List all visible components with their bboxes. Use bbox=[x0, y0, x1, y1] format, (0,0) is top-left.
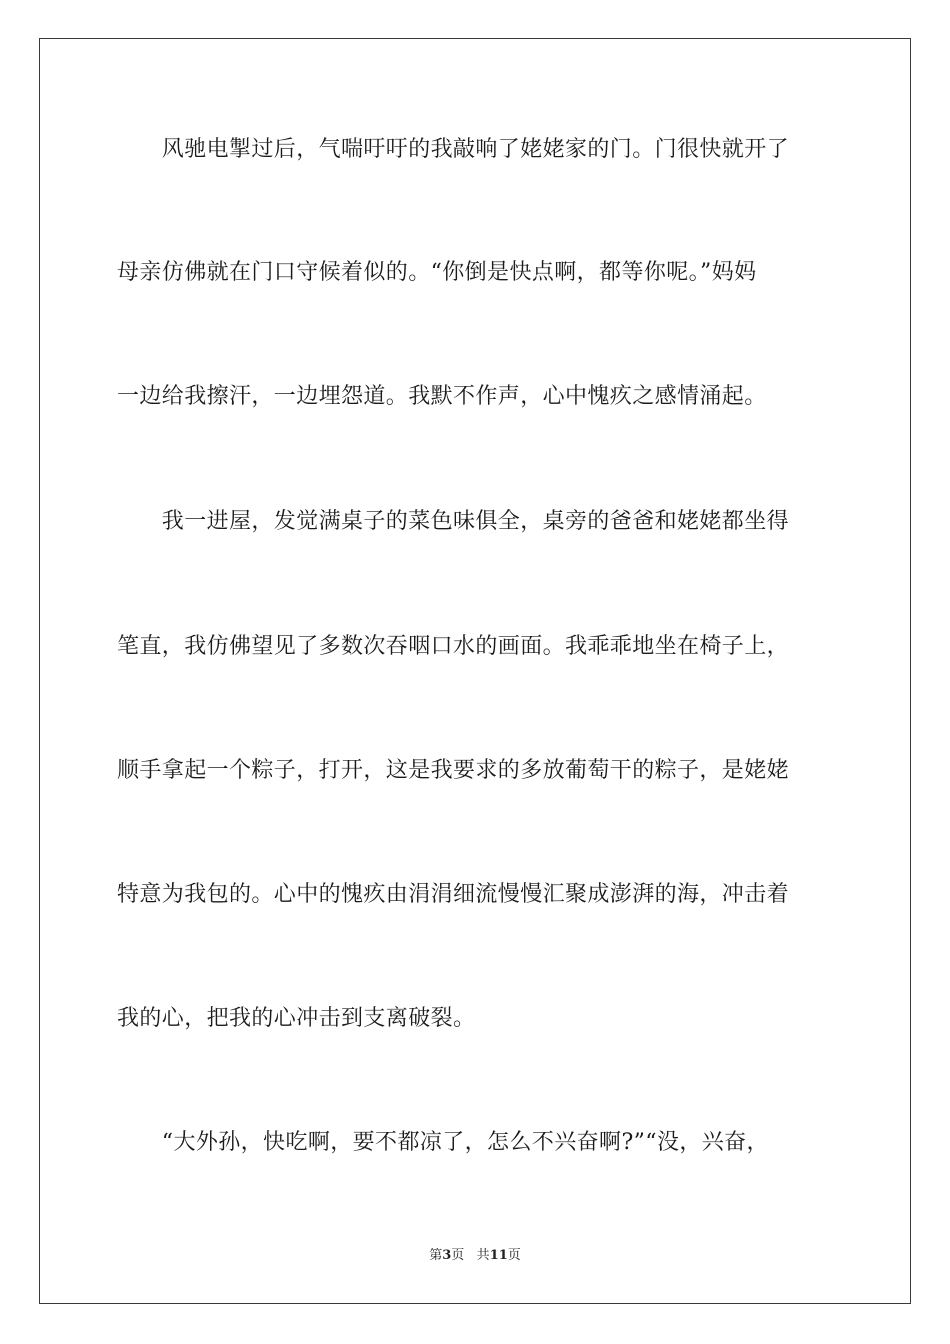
page-prefix: 第 bbox=[429, 1248, 443, 1263]
text-line: “大外孙，快吃啊，要不都凉了，怎么不兴奋啊?”“没，兴奋， bbox=[117, 1130, 769, 1155]
total-prefix: 共 bbox=[476, 1248, 490, 1263]
text-line: 母亲仿佛就在门口守候着似的。“你倒是快点啊，都等你呢。”妈妈 bbox=[117, 260, 757, 285]
page-footer bbox=[0, 1247, 950, 1265]
text-line: 我的心，把我的心冲击到支离破裂。 bbox=[117, 1006, 476, 1031]
text-line: 一边给我擦汗，一边埋怨道。我默不作声，心中愧疚之感情涌起。 bbox=[117, 384, 767, 409]
page-suffix: 页 bbox=[451, 1248, 465, 1263]
page-border bbox=[39, 38, 911, 1304]
text-line: 特意为我包的。心中的愧疚由涓涓细流慢慢汇聚成澎湃的海，冲击着 bbox=[117, 882, 790, 907]
text-line: 风驰电掣过后，气喘吁吁的我敲响了姥姥家的门。门很快就开了 bbox=[117, 137, 790, 162]
page-number: 3 bbox=[442, 1248, 452, 1263]
text-line: 我一进屋，发觉满桌子的菜色味俱全，桌旁的爸爸和姥姥都坐得 bbox=[117, 509, 790, 534]
text-line: 笔直，我仿佛望见了多数次吞咽口水的画面。我乖乖地坐在椅子上， bbox=[117, 634, 790, 659]
total-pages: 11 bbox=[489, 1248, 508, 1263]
total-suffix: 页 bbox=[507, 1248, 521, 1263]
text-line: 顺手拿起一个粽子，打开，这是我要求的多放葡萄干的粽子，是姥姥 bbox=[117, 758, 790, 783]
